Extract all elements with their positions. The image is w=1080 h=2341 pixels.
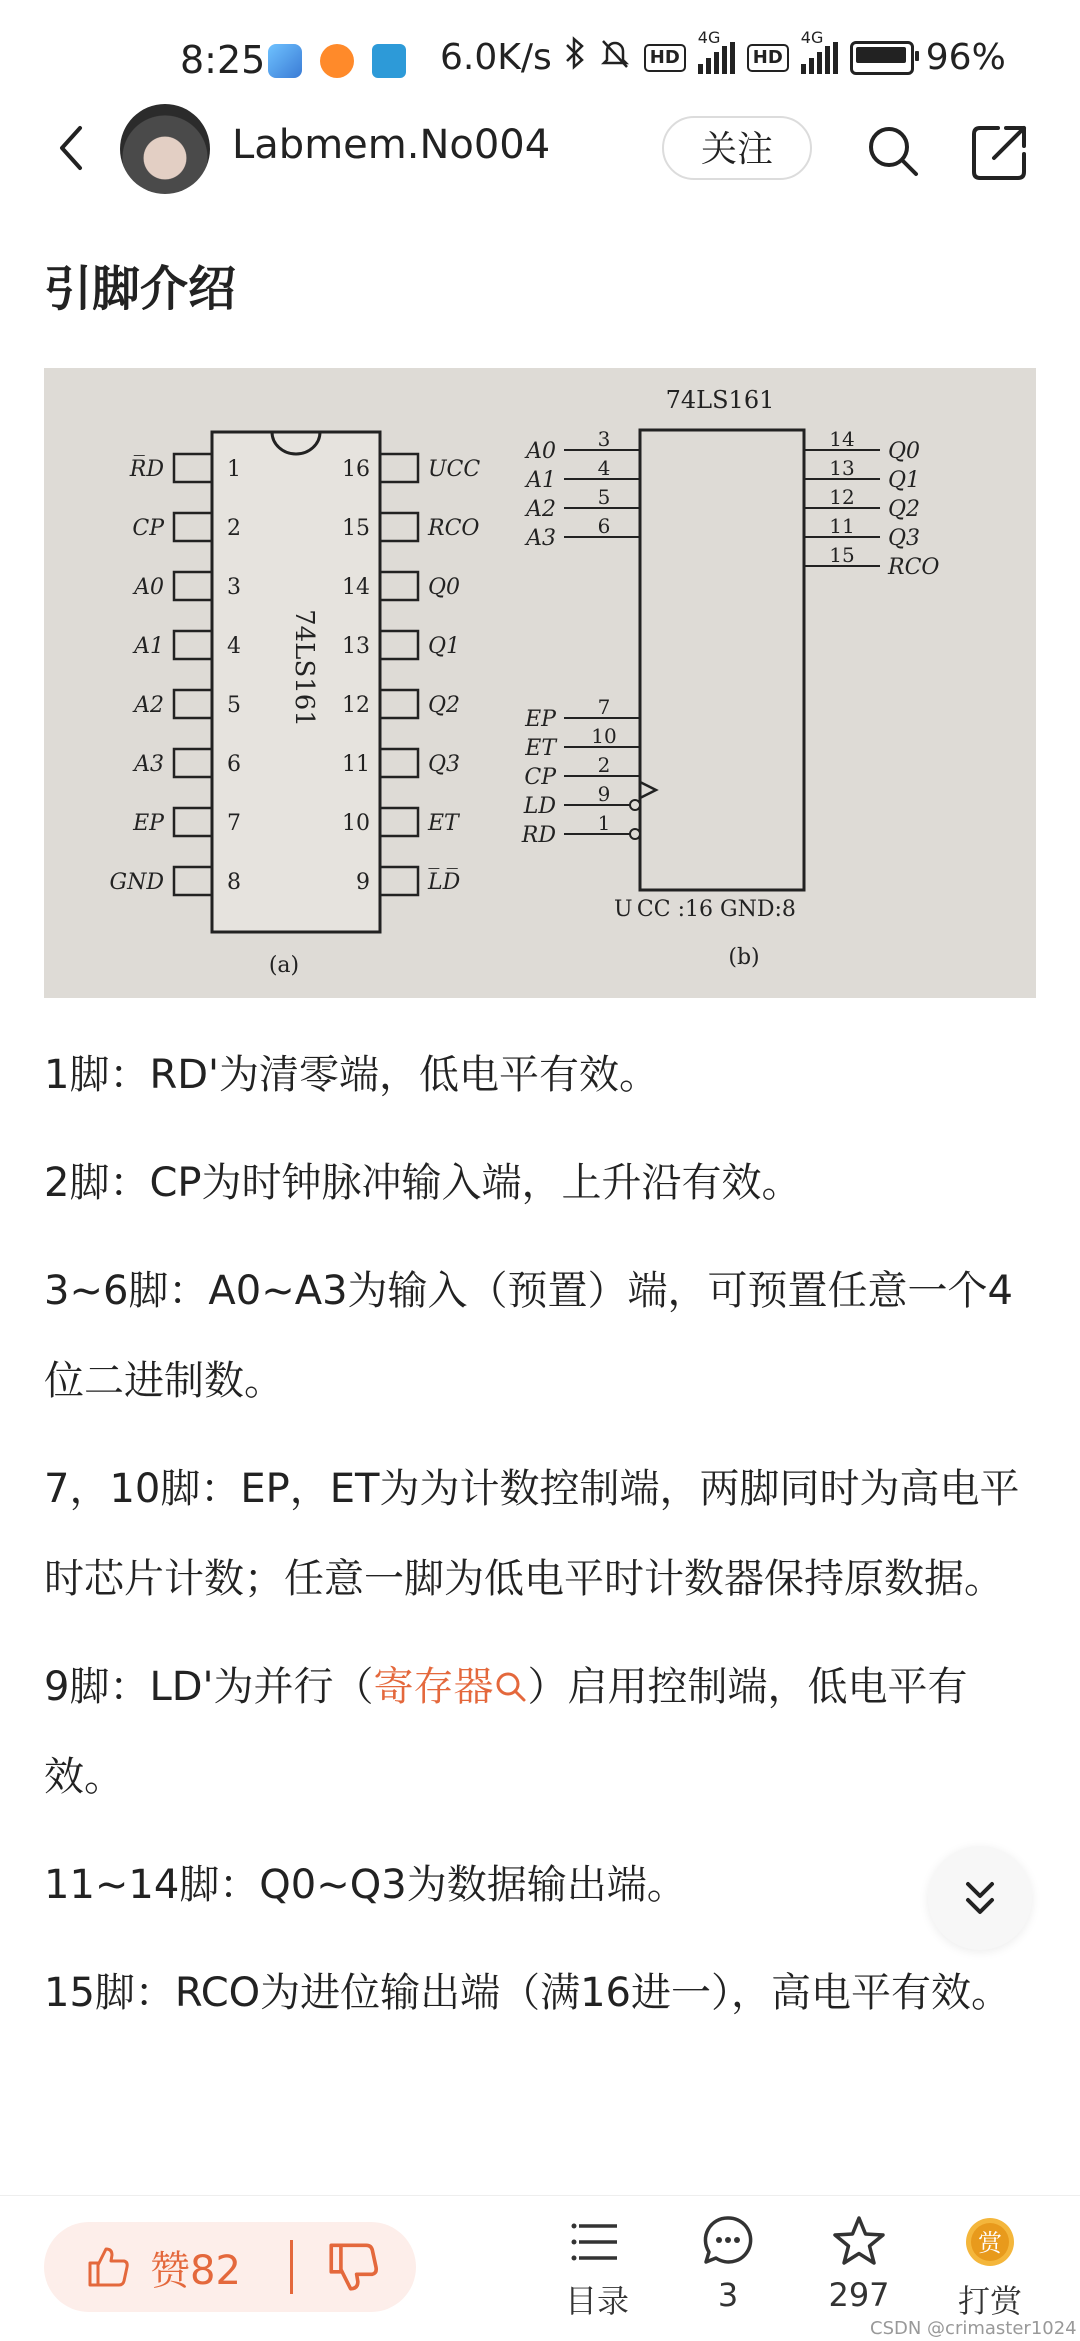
pin-name: A2 [134, 693, 164, 718]
pin-name: ET [428, 811, 459, 836]
chip-name-vertical: 74LS161 [289, 609, 319, 727]
pin-box [174, 867, 212, 895]
pin-name: Q1 [888, 468, 921, 493]
reward-coin-icon [962, 2214, 1018, 2270]
pin-number: 14 [829, 427, 855, 451]
power-label: U CC :16 GND:8 [614, 897, 796, 922]
pin-number: 5 [227, 693, 241, 718]
scroll-down-button[interactable] [928, 1846, 1032, 1950]
thumbs-down-icon [324, 2238, 382, 2296]
inversion-bubble [630, 800, 640, 810]
pin-name: Q0 [428, 575, 461, 600]
paragraph-pin2: 2脚：CP为时钟脉冲输入端，上升沿有效。 [44, 1160, 802, 1206]
caption-b: (b) [728, 945, 760, 970]
paragraph-pin3-6: 3~6脚：A0~A3为输入（预置）端，可预置任意一个4位二进制数。 [44, 1268, 1014, 1404]
pin-number: 7 [227, 811, 241, 836]
list-icon [569, 2214, 625, 2270]
follow-button[interactable]: 关注 [662, 116, 812, 180]
pin-box [380, 513, 418, 541]
pin-name: A2 [526, 497, 556, 522]
caption-a: (a) [268, 953, 300, 978]
pin-name: GND [109, 870, 164, 895]
chevron-left-icon [44, 118, 104, 178]
pin-name: R̅D [129, 457, 164, 482]
article-body [44, 1030, 1036, 2056]
net-type-label: 4G [800, 27, 824, 47]
pin-number: 5 [597, 485, 611, 509]
net-type-label: 4G [697, 27, 721, 47]
signal-2 [800, 27, 838, 74]
pin-name: A1 [134, 634, 164, 659]
pin-number: 16 [342, 457, 370, 482]
pin-name: EP [525, 707, 556, 732]
share-button[interactable] [968, 120, 1032, 184]
pin-name: A0 [134, 575, 164, 600]
pin-number: 14 [342, 575, 370, 600]
dislike-button[interactable] [324, 2238, 382, 2296]
pin-name: Q1 [428, 634, 461, 659]
comment-icon [700, 2214, 756, 2270]
author-avatar[interactable] [120, 104, 210, 194]
pin-name: A1 [526, 468, 556, 493]
pin-box [380, 749, 418, 777]
search-icon[interactable] [494, 1646, 528, 1680]
pin-name: CP [524, 765, 556, 790]
thumbs-up-icon [84, 2243, 132, 2291]
paragraph-pin9-start: 9脚：LD'为并行（ [44, 1664, 374, 1710]
paragraph-pin1: 1脚：RD'为清零端，低电平有效。 [44, 1052, 660, 1098]
like-button[interactable] [84, 2222, 241, 2312]
hd-badge: HD [644, 44, 686, 72]
pin-name: Q3 [428, 752, 461, 777]
pin-name: Q2 [428, 693, 461, 718]
hd-badge-2: HD [747, 44, 789, 72]
watermark: CSDN @crimaster1024 [870, 2318, 1077, 2339]
pin-number: 15 [342, 516, 370, 541]
pinout-diagram [44, 368, 1036, 998]
search-button[interactable] [862, 120, 922, 180]
net-speed: 6.0K/s [440, 37, 552, 78]
pin-number: 13 [829, 456, 855, 480]
pin-box [174, 808, 212, 836]
dip-package-a [110, 432, 481, 978]
pin-number: 10 [591, 724, 617, 748]
pin-box [380, 631, 418, 659]
pin-name: RCO [428, 516, 480, 541]
pin-box [174, 572, 212, 600]
pin-number: 11 [829, 514, 855, 538]
reward-badge-text: 赏 [978, 2229, 1002, 2257]
pin-name: A3 [134, 752, 164, 777]
app-notification-icon [372, 44, 406, 78]
pin-number: 3 [227, 575, 241, 600]
share-icon [968, 120, 1032, 184]
pin-number: 12 [342, 693, 370, 718]
pin-box [380, 867, 418, 895]
pin-number: 7 [597, 695, 611, 719]
pin-box [174, 513, 212, 541]
battery-icon [850, 41, 914, 75]
paragraph-pin15: 15脚：RCO为进位输出端（满16进一），高电平有效。 [44, 1970, 1012, 2016]
author-name[interactable]: Labmem.No004 [232, 122, 551, 168]
pin-box [380, 454, 418, 482]
double-chevron-down-icon [928, 1846, 1032, 1950]
pin-number: 13 [342, 634, 370, 659]
favorite-count: 297 [828, 2276, 890, 2314]
comment-button[interactable] [668, 2214, 788, 2314]
app-notification-icon [320, 44, 354, 78]
pin-name: L̅D̅ [428, 870, 461, 895]
pin-number: 9 [356, 870, 370, 895]
pin-number: 4 [597, 456, 611, 480]
pin-number: 4 [227, 634, 241, 659]
pin-name: Q3 [888, 526, 921, 551]
pin-number: 11 [342, 752, 370, 777]
search-icon [862, 120, 922, 180]
reward-button[interactable] [930, 2214, 1050, 2322]
pin-box [380, 572, 418, 600]
comment-count: 3 [717, 2276, 739, 2314]
pin-name: Q2 [888, 497, 921, 522]
register-link[interactable]: 寄存器 [373, 1664, 494, 1710]
pin-number: 9 [597, 782, 611, 806]
bluetooth-icon [564, 36, 586, 79]
status-right [440, 27, 1006, 79]
pin-name: Q0 [888, 439, 921, 464]
paragraph-pin9 [44, 1642, 1036, 1822]
inversion-bubble [630, 829, 640, 839]
notification-icons [268, 44, 406, 78]
pin-number: 2 [227, 516, 241, 541]
reward-label: 打赏 [957, 2282, 1022, 2320]
toc-button[interactable] [537, 2214, 657, 2322]
star-icon [831, 2214, 887, 2270]
pin-box [174, 454, 212, 482]
pin-number: 6 [227, 752, 241, 777]
pin-name: UCC [428, 457, 481, 482]
favorite-button[interactable] [799, 2214, 919, 2314]
like-pill [44, 2222, 416, 2312]
pin-name: CP [132, 516, 164, 541]
pin-name: A0 [526, 439, 556, 464]
signal-1 [697, 27, 735, 74]
pin-name: LD [523, 794, 556, 819]
paragraph-pin11-14: 11~14脚：Q0~Q3为数据输出端。 [44, 1862, 687, 1908]
pin-number: 1 [227, 457, 241, 482]
like-count: 赞82 [150, 2247, 241, 2294]
paragraph-pin7-10: 7，10脚：EP，ET为为计数控制端，两脚同时为高电平时芯片计数；任意一脚为低电平时计数器保持原数据。 [44, 1466, 1020, 1602]
logic-symbol-b [521, 386, 940, 970]
pin-box [174, 631, 212, 659]
battery-percent: 96% [925, 37, 1006, 78]
toc-label: 目录 [564, 2282, 629, 2320]
pin-number: 8 [227, 870, 241, 895]
mute-icon [598, 36, 632, 79]
article-section-title: 引脚介绍 [44, 261, 237, 317]
article-header [0, 100, 1080, 205]
pin-number: 1 [597, 811, 611, 835]
paragraph-pin9-end: ）启用控制端，低电平有效。 [44, 1664, 968, 1800]
app-notification-icon [268, 44, 302, 78]
pin-name: RCO [888, 555, 940, 580]
pin-box [380, 690, 418, 718]
pin-name: ET [525, 736, 556, 761]
back-button[interactable] [44, 118, 104, 178]
pin-box [174, 749, 212, 777]
like-divider [290, 2240, 293, 2294]
pin-box [380, 808, 418, 836]
chip-name: 74LS161 [665, 386, 775, 414]
pin-number: 12 [829, 485, 855, 509]
pinout-figure[interactable] [44, 368, 1036, 998]
pin-name: RD [521, 823, 556, 848]
pin-number: 6 [597, 514, 611, 538]
pin-box [174, 690, 212, 718]
pin-name: EP [133, 811, 164, 836]
pin-number: 10 [342, 811, 370, 836]
status-time: 8:25 [180, 38, 266, 82]
pin-name: A3 [526, 526, 556, 551]
pin-number: 15 [829, 543, 855, 567]
pin-number: 2 [597, 753, 611, 777]
pin-number: 3 [597, 427, 611, 451]
